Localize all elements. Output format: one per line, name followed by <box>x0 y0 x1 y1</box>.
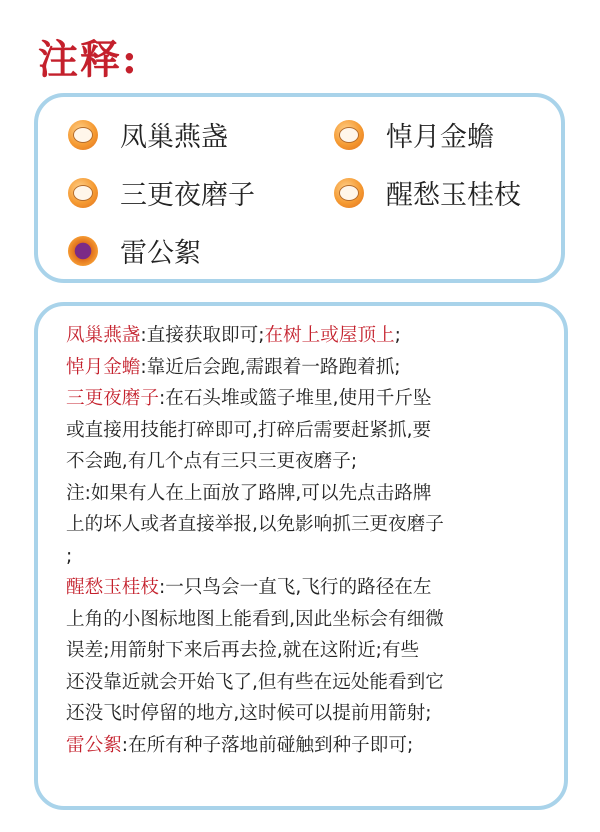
item-text: :在石头堆或篮子堆里,使用千斤坠 <box>158 388 432 409</box>
desc-line <box>66 383 546 415</box>
item-text: :直接获取即可; <box>140 325 265 346</box>
legend-label: 雷公絮 <box>120 238 201 269</box>
legend-item-branch <box>334 173 521 212</box>
desc-line: 还没靠近就会开始飞了,但有些在远处能看到它 <box>66 671 444 693</box>
desc-line <box>66 572 546 604</box>
desc-line <box>66 320 546 352</box>
item-text: ; <box>394 325 401 346</box>
bird-nest-icon <box>68 120 98 150</box>
item-name: 凤巢燕盏 <box>66 325 141 346</box>
description-panel <box>34 302 568 810</box>
desc-line: 误差;用箭射下来后再去捡,就在这附近;有些 <box>66 640 420 661</box>
page-title: 注释: <box>38 36 139 83</box>
legend-label: 醒愁玉桂枝 <box>386 180 521 211</box>
item-highlight: 在树上或屋顶上 <box>264 325 395 346</box>
description-text <box>66 320 546 761</box>
desc-line <box>66 730 546 762</box>
desc-line: 还没飞时停留的地方,这时候可以提前用箭射; <box>66 703 432 724</box>
desc-line: 上角的小图标地图上能看到,因此坐标会有细微 <box>66 608 444 630</box>
legend-panel <box>34 93 565 283</box>
item-text: :靠近后会跑,需跟着一路跑着抓; <box>140 356 401 378</box>
mole-icon <box>68 178 98 208</box>
legend-label: 三更夜磨子 <box>120 180 255 211</box>
item-text: :一只鸟会一直飞,飞行的路径在左 <box>158 577 432 598</box>
item-name: 三更夜磨子 <box>66 388 159 409</box>
legend-label: 凤巢燕盏 <box>120 122 228 153</box>
toad-icon <box>334 120 364 150</box>
desc-line: 注:如果有人在上面放了路牌,可以先点击路牌 <box>66 482 432 504</box>
item-name: 悼月金蟾 <box>66 356 141 378</box>
desc-line: ; <box>66 545 73 567</box>
item-name: 醒愁玉桂枝 <box>66 577 159 598</box>
desc-line: 上的坏人或者直接举报,以免影响抓三更夜磨子 <box>66 514 444 535</box>
legend-item-mole <box>68 173 255 212</box>
desc-line: 不会跑,有几个点有三只三更夜磨子; <box>66 451 358 472</box>
legend-item-bird-nest <box>68 115 228 154</box>
seed-icon <box>68 236 98 266</box>
desc-line: 或直接用技能打碎即可,打碎后需要赶紧抓,要 <box>66 419 432 441</box>
legend-item-seed <box>68 231 201 270</box>
branch-icon <box>334 178 364 208</box>
legend-label: 悼月金蟾 <box>386 122 494 153</box>
item-text: :在所有种子落地前碰触到种子即可; <box>121 734 414 756</box>
legend-item-toad <box>334 115 494 154</box>
item-name: 雷公絮 <box>66 734 122 756</box>
desc-line <box>66 352 546 384</box>
